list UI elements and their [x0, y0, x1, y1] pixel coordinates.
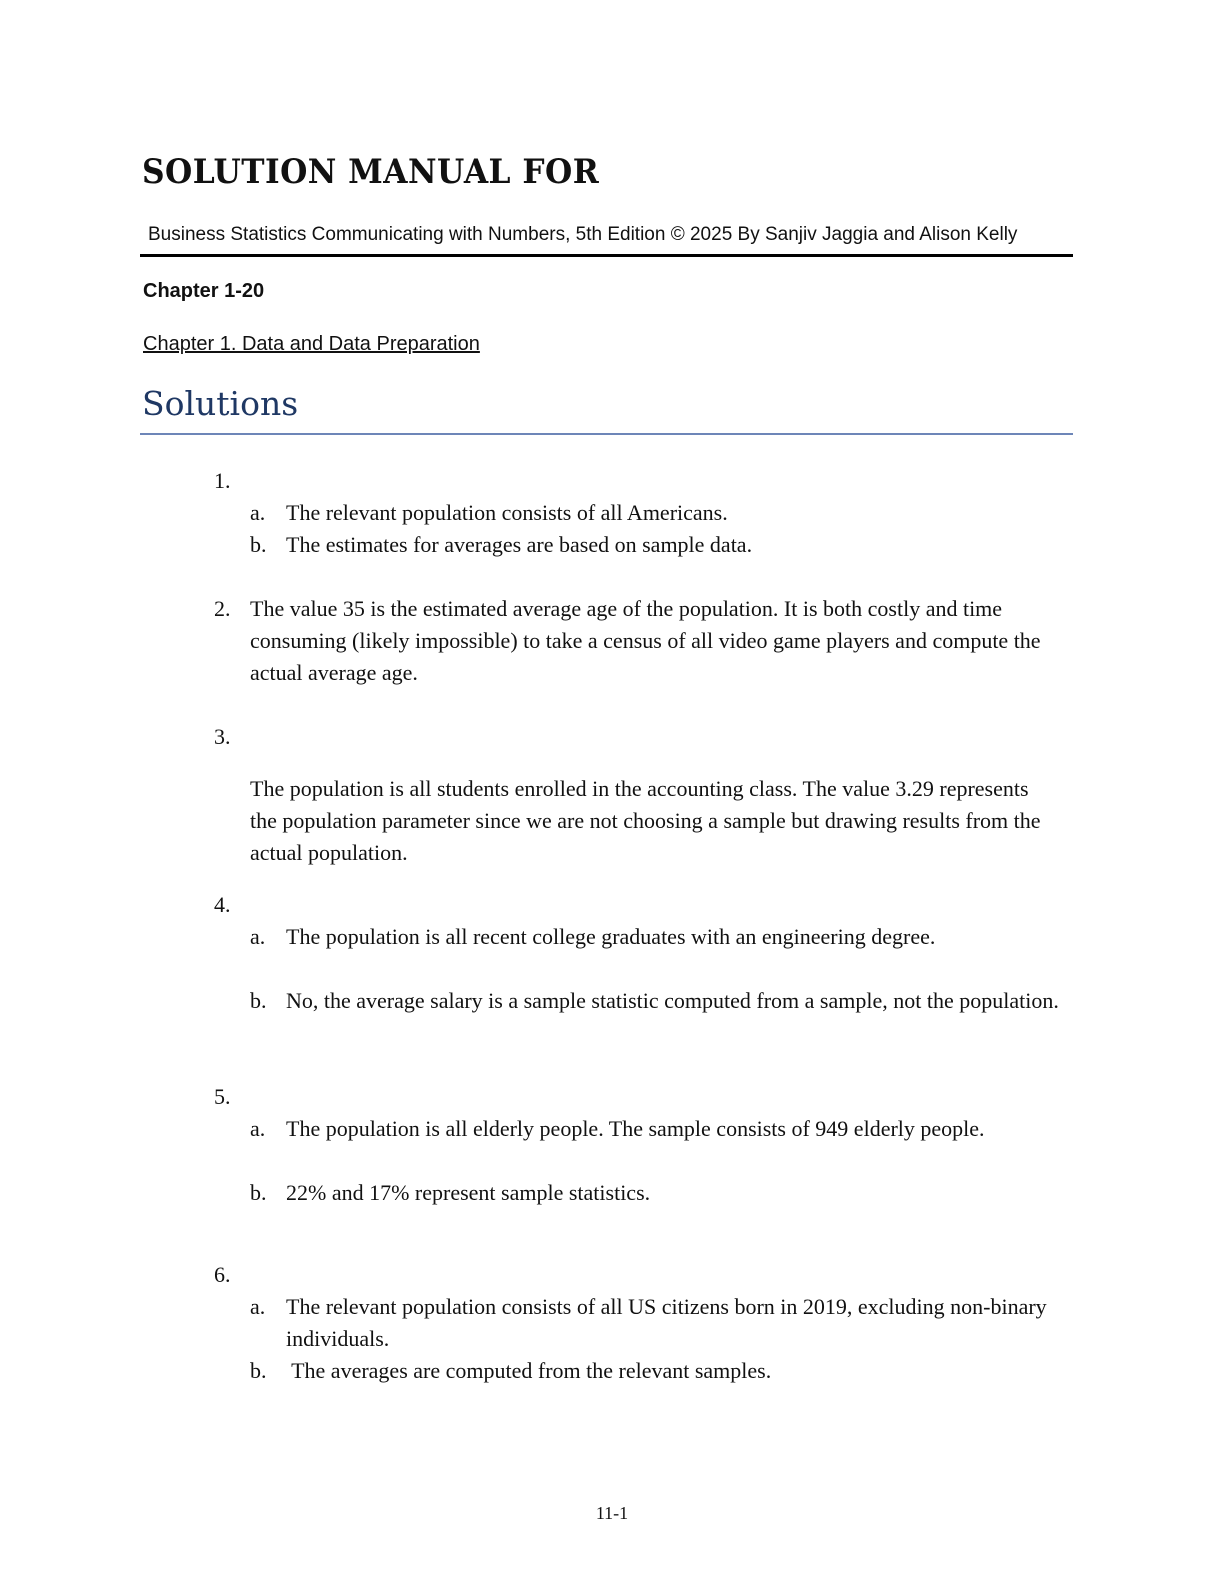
question-2-text: The value 35 is the estimated average age of the population. It is both costly and time consuming (likely impossible) to take a census of all video game players and compute the actual average age. — [250, 596, 1041, 685]
question-3-number: 3. — [214, 724, 231, 749]
header-divider — [140, 254, 1073, 257]
question-4a-text: The population is all recent college graduates with an engineering degree. — [286, 924, 936, 949]
question-3-text: The population is all students enrolled in the accounting class. The value 3.29 represents the population parameter since we are not choosing a sample but drawing results from the actual population. — [250, 776, 1041, 865]
question-1a-label: a. — [250, 500, 266, 525]
chapter-1-link[interactable]: Chapter 1. Data and Data Preparation — [143, 333, 480, 355]
section-heading: Solutions — [142, 384, 299, 423]
book-citation: Business Statistics Communicating with Numbers, 5th Edition © 2025 By Sanjiv Jaggia and Alison Kelly — [148, 224, 1018, 245]
question-5a-text: The population is all elderly people. The sample consists of 949 elderly people. — [286, 1116, 985, 1141]
question-1a-text: The relevant population consists of all Americans. — [286, 500, 728, 525]
chapter-range: Chapter 1-20 — [143, 280, 265, 302]
question-6a-label: a. — [250, 1294, 266, 1319]
question-6b-label: b. — [250, 1358, 267, 1383]
question-5b-label: b. — [250, 1180, 267, 1205]
question-4b-label: b. — [250, 988, 267, 1013]
question-4a-label: a. — [250, 924, 266, 949]
section-divider — [140, 433, 1073, 435]
main-title: SOLUTION MANUAL FOR — [142, 152, 600, 192]
question-6a-text: The relevant population consists of all US citizens born in 2019, excluding non-binary individuals. — [286, 1294, 1047, 1351]
question-4b-text: No, the average salary is a sample statistic computed from a sample, not the population. — [286, 988, 1059, 1013]
question-5-number: 5. — [214, 1084, 231, 1109]
question-5a-label: a. — [250, 1116, 266, 1141]
question-4-number: 4. — [214, 892, 231, 917]
question-6b-text: The averages are computed from the relevant samples. — [286, 1358, 772, 1383]
question-5b-text: 22% and 17% represent sample statistics. — [286, 1180, 651, 1205]
page-number: 11-1 — [595, 1503, 629, 1523]
question-2-number: 2. — [214, 596, 231, 621]
question-1b-label: b. — [250, 532, 267, 557]
question-1-number: 1. — [214, 468, 231, 493]
question-1b-text: The estimates for averages are based on sample data. — [286, 532, 753, 557]
question-6-number: 6. — [214, 1262, 231, 1287]
